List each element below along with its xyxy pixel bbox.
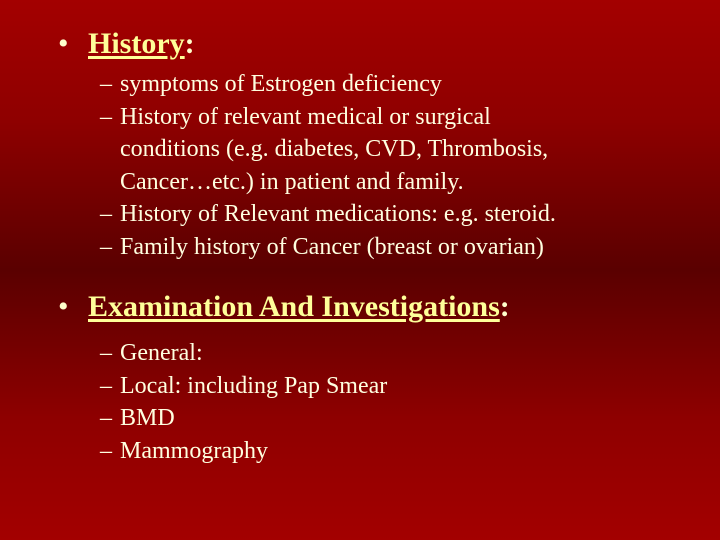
list-item [100,370,698,403]
bullet-icon: • [58,290,69,323]
list-item-text: symptoms of Estrogen deficiency [120,71,442,97]
section-examination [58,287,698,467]
sub-item-list [100,337,698,467]
list-item-text: General: [120,340,203,366]
dash-icon: – [100,405,112,431]
list-item-text: Local: including Pap Smear [120,372,388,399]
list-item [100,68,698,101]
list-item [100,435,698,468]
section-heading [58,24,698,64]
list-item-text: History of Relevant medications: e.g. steroid. [120,201,556,227]
dash-icon: – [100,437,112,464]
dash-icon: – [100,233,112,260]
section-title: Examination And Investigations [88,290,500,323]
list-item-text-line: History of relevant medical or surgical [120,103,491,130]
section-title: History [88,27,185,60]
list-item-text: Family history of Cancer (breast or ovarian) [120,233,544,260]
list-item [100,402,698,435]
dash-icon: – [100,201,112,227]
list-item-text: Mammography [120,437,268,464]
section-colon: : [184,27,195,60]
section-colon: : [499,290,510,323]
dash-icon: – [100,71,112,97]
list-item [100,231,698,264]
list-item [100,101,698,199]
dash-icon: – [100,372,112,399]
section-heading [58,287,698,327]
bullet-icon: • [58,27,69,60]
dash-icon: – [100,103,112,130]
list-item-text: BMD [120,405,175,431]
list-item [100,198,698,231]
list-item-text-line: Cancer…etc.) in patient and family. [120,168,464,195]
list-item-text-line: conditions (e.g. diabetes, CVD, Thrombosis, [120,136,549,162]
sub-item-list [100,68,698,263]
dash-icon: – [100,340,112,366]
list-item [100,337,698,370]
section-history [58,24,698,263]
